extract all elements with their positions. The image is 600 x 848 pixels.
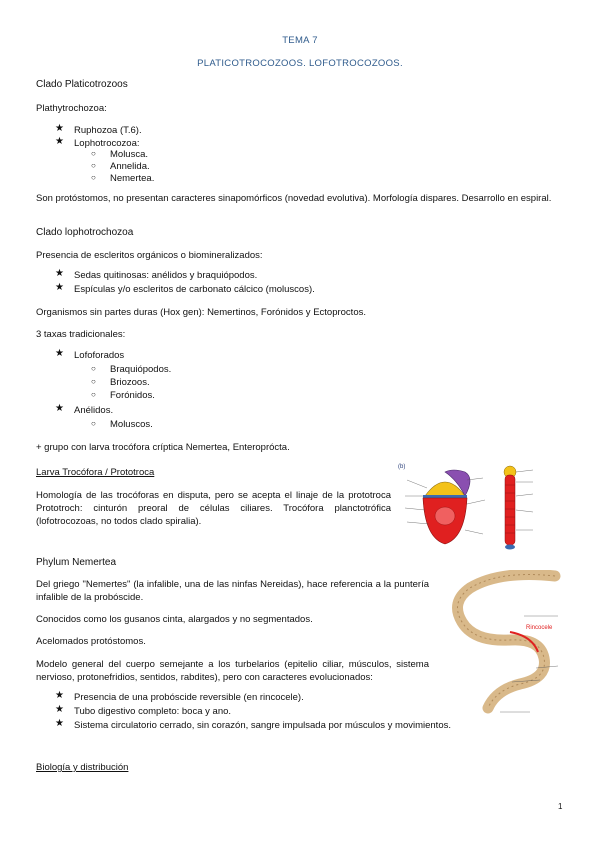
star-bullet-icon: ★ (55, 690, 64, 701)
section-heading-platicotrozoos: Clado Platicotrozoos (36, 79, 128, 90)
paragraph-protostomos: Son protóstomos, no presentan caracteres sinapomórficos (novedad evolutiva). Morfología dispares. Desarrollo en espiral. (36, 193, 552, 204)
star-bullet-icon: ★ (55, 718, 64, 729)
star-bullet-icon: ★ (55, 704, 64, 715)
biologia-heading: Biología y distribución (36, 762, 129, 773)
page-subtitle: PLATICOTROCOZOOS. LOFOTROCOZOOS. (197, 58, 403, 69)
circle-bullet-icon: ○ (91, 364, 96, 373)
paragraph-presencia: Presencia de escleritos orgánicos o biomineralizados: (36, 250, 263, 261)
section-heading-nemertea: Phylum Nemertea (36, 557, 117, 568)
list-item: Presencia de una probóscide reversible (en rincocele). (74, 692, 304, 703)
paragraph-modelo: Modelo general del cuerpo semejante a los turbelarios (epitelio ciliar, músculos, sistema nervioso, protonefridios, sentidos, rabdites), pero con caracteres evolucionados: (36, 659, 429, 683)
circle-bullet-icon: ○ (91, 173, 96, 182)
figure-label: (b) (398, 464, 406, 470)
trochophore-larva (423, 470, 470, 544)
list-item: Lofoforados (74, 350, 125, 361)
figure-label: Rincocele (526, 625, 553, 631)
elongated-larva (504, 466, 516, 550)
star-bullet-icon: ★ (55, 348, 64, 359)
list-subitem: Nemertea. (110, 173, 155, 184)
list-item: Lophotrocozoa: (74, 138, 140, 149)
larva-heading: Larva Trocófora / Prototroca (36, 467, 155, 478)
star-bullet-icon: ★ (55, 282, 64, 293)
list-subitem: Moluscos. (110, 419, 153, 430)
list-subitem: Briozoos. (110, 377, 150, 388)
list-subitem: Molusca. (110, 149, 149, 160)
list-subitem: Braquiópodos. (110, 364, 172, 375)
star-bullet-icon: ★ (55, 403, 64, 414)
paragraph-grupo: + grupo con larva trocófora críptica Nemertea, Enteroprócta. (36, 442, 290, 453)
list-item: Espículas y/o escleritos de carbonato cálcico (moluscos). (74, 284, 315, 295)
paragraph-acelomados: Acelomados protóstomos. (36, 636, 146, 647)
circle-bullet-icon: ○ (91, 149, 96, 158)
list-item: Ruphozoa (T.6). (74, 125, 142, 136)
plathytrochozoa-label: Plathytrochozoa: (36, 103, 107, 114)
circle-bullet-icon: ○ (91, 377, 96, 386)
list-item: Anélidos. (74, 405, 114, 416)
circle-bullet-icon: ○ (91, 390, 96, 399)
trochophore-figure (395, 460, 565, 550)
star-bullet-icon: ★ (55, 136, 64, 147)
star-bullet-icon: ★ (55, 123, 64, 134)
larva-paragraph: Homología de las trocóforas en disputa, pero se acepta el linaje de la prototroca Prototroch: cinturón preoral de células ciliares. Trocófora planctotrófica (lofotrocozoas, no todos clado spiralia). (36, 490, 391, 527)
list-item: Tubo digestivo completo: boca y ano. (74, 706, 232, 717)
circle-bullet-icon: ○ (91, 161, 96, 170)
nemertean-worm (458, 575, 556, 709)
list-subitem: Forónidos. (110, 390, 155, 401)
list-item: Sedas quitinosas: anélidos y braquiópodos. (74, 270, 258, 281)
paragraph-griego: Del griego "Nemertes" (la infalible, una de las ninfas Nereidas), hace referencia a la puntería infalible de la probóscide. (36, 579, 429, 603)
list-subitem: Annelida. (110, 161, 150, 172)
nemertean-figure (440, 570, 568, 722)
section-heading-lophotrochozoa: Clado lophotrochozoa (36, 227, 134, 238)
star-bullet-icon: ★ (55, 268, 64, 279)
paragraph-organismos: Organismos sin partes duras (Hox gen): Nemertinos, Forónidos y Ectoproctos. (36, 307, 366, 318)
paragraph-conocidos: Conocidos como los gusanos cinta, alargados y no segmentados. (36, 614, 313, 625)
list-item: Sistema circulatorio cerrado, sin corazón, sangre impulsada por músculos y movimientos. (74, 720, 451, 731)
page-number: 1 (558, 802, 563, 811)
paragraph-taxas: 3 taxas tradicionales: (36, 329, 126, 340)
circle-bullet-icon: ○ (91, 419, 96, 428)
page-title: TEMA 7 (282, 35, 318, 46)
